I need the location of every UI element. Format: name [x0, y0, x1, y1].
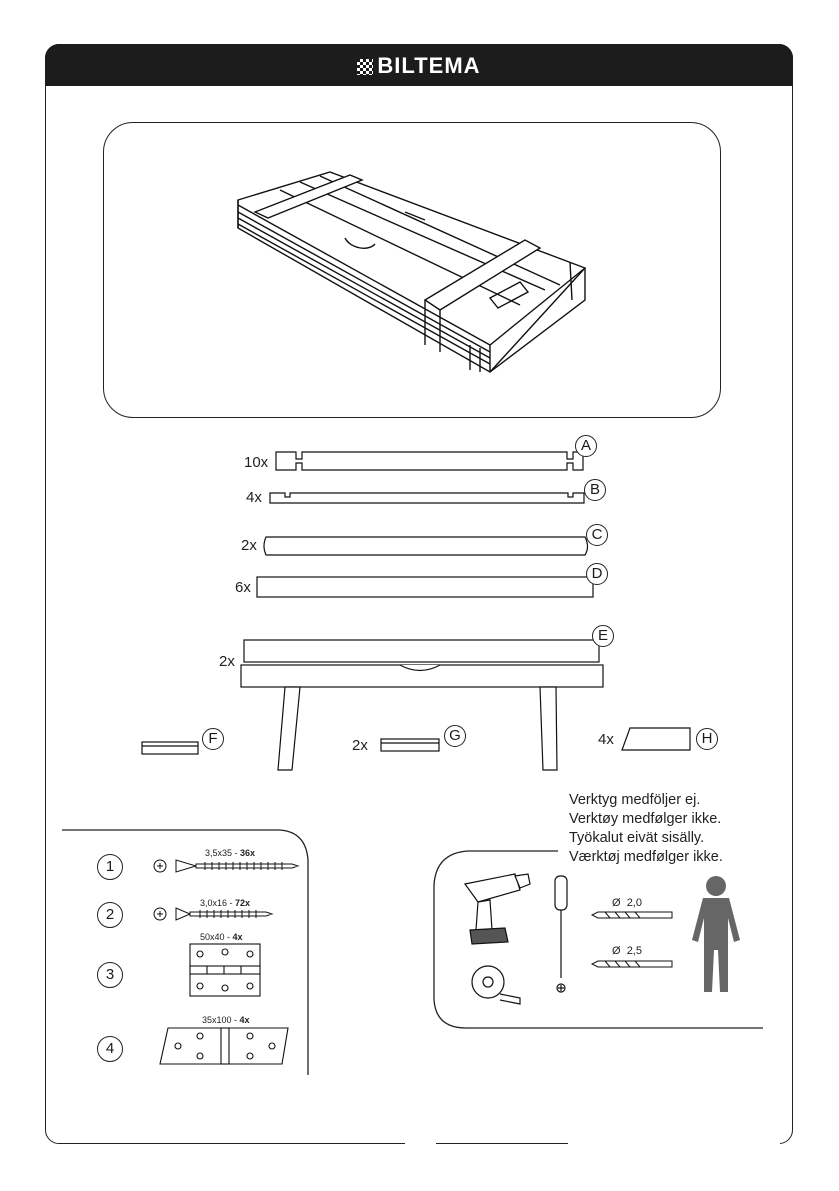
hardware-4-count: 4x	[239, 1015, 250, 1025]
tools-note	[569, 791, 723, 867]
part-g-qty: 2x	[352, 737, 368, 754]
part-b-label: B	[584, 479, 606, 501]
screw-icon	[154, 908, 272, 920]
hardware-2-size: 3,0x16	[200, 898, 228, 908]
screwdriver-icon	[555, 876, 567, 992]
hardware-4-spec: 35x100 - 4x	[202, 1015, 250, 1025]
tape-measure-icon	[472, 966, 520, 1004]
screw-icon	[154, 860, 298, 872]
hardware-1-count: 36x	[240, 848, 256, 858]
hardware-4-num: 4	[97, 1036, 123, 1062]
hardware-2-num: 2	[97, 902, 123, 928]
part-a-label: A	[575, 435, 597, 457]
hardware-1-spec: 3,5x35 - 36x	[205, 848, 256, 858]
tools-note-sv: Verktyg medföljer ej.	[569, 792, 701, 808]
part-c-qty: 2x	[241, 537, 257, 554]
part-b-qty: 4x	[246, 489, 262, 506]
diameter-icon: Ø	[612, 897, 621, 909]
drill-bit-2-size: 2,5	[626, 945, 642, 957]
part-h-qty: 4x	[598, 731, 614, 748]
part-g-label: G	[444, 725, 466, 747]
part-c-shape	[264, 537, 588, 555]
part-c-label: C	[586, 524, 608, 546]
hardware-3-num: 3	[97, 962, 123, 988]
drill-bit-icon	[592, 912, 672, 967]
hardware-3-count: 4x	[232, 932, 243, 942]
part-g-shape	[381, 739, 439, 751]
tools-note-dk: Værktøj medfølger ikke.	[569, 849, 723, 865]
part-f-shape	[142, 742, 198, 754]
part-f-label: F	[202, 728, 224, 750]
part-a-shape	[276, 452, 583, 470]
hardware-2-spec: 3,0x16 - 72x	[200, 898, 251, 908]
hardware-1-num: 1	[97, 854, 123, 880]
hardware-2-count: 72x	[235, 898, 251, 908]
hardware-3-spec: 50x40 - 4x	[200, 932, 243, 942]
tools-note-fi: Työkalut eivät sisälly.	[569, 830, 705, 846]
hinge-icon	[190, 944, 260, 996]
part-d-qty: 6x	[235, 579, 251, 596]
part-h-shape	[622, 728, 690, 750]
hinge-icon	[160, 1028, 288, 1064]
part-e-qty: 2x	[219, 653, 235, 670]
drill-bit-1-size: 2,0	[626, 897, 642, 909]
package-illustration	[238, 172, 585, 372]
brand-text: BILTEMA	[377, 53, 481, 78]
tools-note-no: Verktøy medfølger ikke.	[569, 811, 722, 827]
hardware-4-size: 35x100	[202, 1015, 232, 1025]
part-e-label: E	[592, 625, 614, 647]
person-icon	[692, 876, 740, 992]
hardware-3-size: 50x40	[200, 932, 225, 942]
part-b-shape	[270, 493, 584, 503]
part-d-label: D	[586, 563, 608, 585]
drill-icon	[465, 874, 530, 944]
part-h-label: H	[696, 728, 718, 750]
drill-bit-1-label	[612, 897, 642, 909]
drill-bit-2-label	[612, 945, 642, 957]
part-d-shape	[257, 577, 593, 597]
part-a-qty: 10x	[244, 454, 269, 471]
hardware-1-size: 3,5x35	[205, 848, 233, 858]
diameter-icon: Ø	[612, 945, 621, 957]
